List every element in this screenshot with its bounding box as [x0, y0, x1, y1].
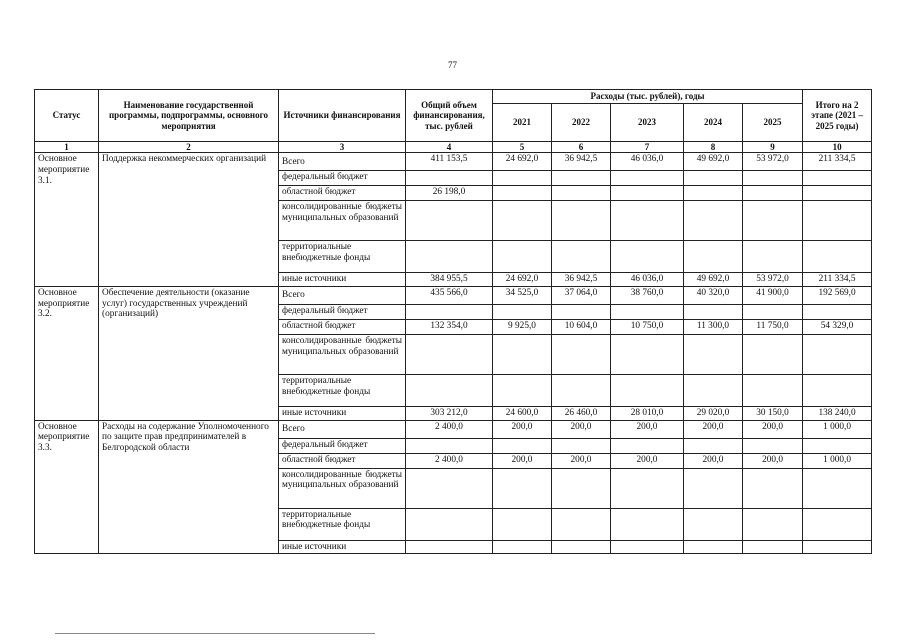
column-number: 7	[611, 142, 684, 153]
value-cell: 24 692,0	[493, 153, 552, 171]
value-cell	[552, 438, 611, 453]
bottom-rule	[55, 633, 375, 634]
value-cell	[803, 305, 872, 320]
value-cell	[406, 201, 493, 241]
value-cell	[743, 540, 803, 554]
funding-source-cell: Всего	[279, 287, 406, 305]
column-number-row	[35, 142, 872, 153]
value-cell: 11 750,0	[743, 320, 803, 335]
value-cell	[743, 438, 803, 453]
value-cell	[743, 335, 803, 375]
value-cell	[684, 375, 743, 407]
value-cell	[552, 186, 611, 201]
value-cell	[684, 241, 743, 273]
value-cell: 303 212,0	[406, 407, 493, 421]
value-cell: 54 329,0	[803, 320, 872, 335]
funding-source-cell: консолидированные бюджеты муниципальных образований	[279, 335, 406, 375]
value-cell: 200,0	[684, 453, 743, 468]
value-cell	[684, 186, 743, 201]
value-cell	[803, 201, 872, 241]
value-cell	[493, 201, 552, 241]
value-cell	[552, 508, 611, 540]
status-cell: Основное мероприятие 3.1.	[35, 153, 99, 287]
value-cell: 200,0	[493, 453, 552, 468]
funding-source-cell: федеральный бюджет	[279, 438, 406, 453]
value-cell	[684, 438, 743, 453]
value-cell: 200,0	[743, 420, 803, 438]
financing-table	[34, 89, 872, 554]
value-cell	[493, 335, 552, 375]
funding-source-cell: Всего	[279, 420, 406, 438]
value-cell: 30 150,0	[743, 407, 803, 421]
value-cell: 36 942,5	[552, 153, 611, 171]
value-cell	[611, 540, 684, 554]
page-number: 77	[448, 60, 457, 70]
header-total: Общий объем финансирования, тыс. рублей	[406, 90, 493, 142]
value-cell: 38 760,0	[611, 287, 684, 305]
status-cell: Основное мероприятие 3.2.	[35, 287, 99, 421]
value-cell	[803, 468, 872, 508]
value-cell: 24 600,0	[493, 407, 552, 421]
header-name: Наименование государственной программы, подпрограммы, основного мероприятия	[99, 90, 279, 142]
value-cell	[684, 305, 743, 320]
value-cell	[493, 375, 552, 407]
table-row	[35, 420, 872, 438]
value-cell	[743, 171, 803, 186]
funding-source-cell: федеральный бюджет	[279, 171, 406, 186]
header-status: Статус	[35, 90, 99, 142]
value-cell	[406, 468, 493, 508]
header-sources: Источники финансирования	[279, 90, 406, 142]
value-cell: 10 750,0	[611, 320, 684, 335]
funding-source-cell: областной бюджет	[279, 320, 406, 335]
funding-source-cell: областной бюджет	[279, 453, 406, 468]
value-cell	[611, 438, 684, 453]
funding-source-cell: консолидированные бюджеты муниципальных образований	[279, 201, 406, 241]
value-cell: 9 925,0	[493, 320, 552, 335]
value-cell: 200,0	[611, 453, 684, 468]
value-cell	[611, 375, 684, 407]
column-number: 4	[406, 142, 493, 153]
value-cell	[684, 171, 743, 186]
value-cell	[552, 305, 611, 320]
value-cell: 49 692,0	[684, 153, 743, 171]
value-cell	[611, 508, 684, 540]
status-cell: Основное мероприятие 3.3.	[35, 420, 99, 554]
value-cell: 1 000,0	[803, 420, 872, 438]
value-cell	[493, 186, 552, 201]
value-cell: 40 320,0	[684, 287, 743, 305]
column-number: 2	[99, 142, 279, 153]
value-cell	[552, 171, 611, 186]
value-cell	[611, 468, 684, 508]
value-cell	[406, 508, 493, 540]
funding-source-cell: федеральный бюджет	[279, 305, 406, 320]
value-cell	[493, 241, 552, 273]
value-cell: 211 334,5	[803, 153, 872, 171]
value-cell	[743, 241, 803, 273]
value-cell	[803, 540, 872, 554]
value-cell	[611, 201, 684, 241]
value-cell	[684, 201, 743, 241]
funding-source-cell: консолидированные бюджеты муниципальных образований	[279, 468, 406, 508]
value-cell	[803, 375, 872, 407]
value-cell: 24 692,0	[493, 273, 552, 287]
value-cell	[803, 438, 872, 453]
value-cell	[743, 375, 803, 407]
value-cell	[743, 508, 803, 540]
value-cell	[493, 508, 552, 540]
value-cell	[493, 540, 552, 554]
value-cell	[406, 375, 493, 407]
value-cell: 200,0	[552, 453, 611, 468]
value-cell	[611, 241, 684, 273]
value-cell: 34 525,0	[493, 287, 552, 305]
value-cell: 200,0	[743, 453, 803, 468]
value-cell: 28 010,0	[611, 407, 684, 421]
value-cell: 46 036,0	[611, 273, 684, 287]
value-cell	[743, 305, 803, 320]
header-stage-total: Итого на 2 этапе (2021 – 2025 годы)	[803, 90, 872, 142]
header-expenses: Расходы (тыс. рублей), годы	[493, 90, 803, 104]
funding-source-cell: территориальные внебюджетные фонды	[279, 375, 406, 407]
value-cell	[406, 335, 493, 375]
funding-source-cell: территориальные внебюджетные фонды	[279, 241, 406, 273]
header-year: 2024	[684, 104, 743, 142]
value-cell	[552, 201, 611, 241]
program-name-cell: Поддержка некоммерческих организаций	[99, 153, 279, 287]
value-cell: 200,0	[684, 420, 743, 438]
value-cell: 53 972,0	[743, 273, 803, 287]
funding-source-cell: иные источники	[279, 407, 406, 421]
value-cell	[684, 540, 743, 554]
value-cell: 132 354,0	[406, 320, 493, 335]
value-cell	[743, 186, 803, 201]
column-number: 5	[493, 142, 552, 153]
value-cell: 200,0	[493, 420, 552, 438]
value-cell	[684, 508, 743, 540]
value-cell	[743, 468, 803, 508]
value-cell: 138 240,0	[803, 407, 872, 421]
value-cell: 11 300,0	[684, 320, 743, 335]
value-cell	[803, 171, 872, 186]
value-cell	[684, 468, 743, 508]
header-year: 2025	[743, 104, 803, 142]
column-number: 1	[35, 142, 99, 153]
value-cell: 384 955,5	[406, 273, 493, 287]
column-number: 10	[803, 142, 872, 153]
value-cell: 26 198,0	[406, 186, 493, 201]
funding-source-cell: Всего	[279, 153, 406, 171]
value-cell	[552, 540, 611, 554]
value-cell	[406, 305, 493, 320]
value-cell: 411 153,5	[406, 153, 493, 171]
value-cell: 36 942,5	[552, 273, 611, 287]
value-cell: 1 000,0	[803, 453, 872, 468]
table-row	[35, 287, 872, 305]
funding-source-cell: территориальные внебюджетные фонды	[279, 508, 406, 540]
value-cell	[743, 201, 803, 241]
value-cell: 46 036,0	[611, 153, 684, 171]
header-year: 2023	[611, 104, 684, 142]
value-cell: 10 604,0	[552, 320, 611, 335]
funding-source-cell: иные источники	[279, 540, 406, 554]
value-cell: 2 400,0	[406, 420, 493, 438]
funding-source-cell: иные источники	[279, 273, 406, 287]
value-cell: 200,0	[611, 420, 684, 438]
program-name-cell: Расходы на содержание Уполномоченного по защите прав предпринимателей в Белгородской области	[99, 420, 279, 554]
value-cell	[552, 375, 611, 407]
value-cell	[493, 468, 552, 508]
value-cell	[803, 186, 872, 201]
value-cell: 200,0	[552, 420, 611, 438]
value-cell	[611, 335, 684, 375]
value-cell	[493, 171, 552, 186]
value-cell	[611, 186, 684, 201]
header-year: 2022	[552, 104, 611, 142]
value-cell: 26 460,0	[552, 407, 611, 421]
value-cell: 29 020,0	[684, 407, 743, 421]
funding-source-cell: областной бюджет	[279, 186, 406, 201]
value-cell: 435 566,0	[406, 287, 493, 305]
column-number: 3	[279, 142, 406, 153]
value-cell: 41 900,0	[743, 287, 803, 305]
value-cell	[552, 335, 611, 375]
table-row	[35, 153, 872, 171]
value-cell: 53 972,0	[743, 153, 803, 171]
value-cell	[493, 438, 552, 453]
value-cell	[406, 438, 493, 453]
header-year: 2021	[493, 104, 552, 142]
value-cell: 211 334,5	[803, 273, 872, 287]
value-cell	[406, 241, 493, 273]
value-cell	[803, 241, 872, 273]
value-cell: 192 569,0	[803, 287, 872, 305]
value-cell	[406, 540, 493, 554]
column-number: 9	[743, 142, 803, 153]
value-cell: 2 400,0	[406, 453, 493, 468]
program-name-cell: Обеспечение деятельности (оказание услуг) государственных учреждений (организаций)	[99, 287, 279, 421]
column-number: 6	[552, 142, 611, 153]
value-cell	[611, 305, 684, 320]
value-cell	[611, 171, 684, 186]
value-cell	[406, 171, 493, 186]
value-cell: 37 064,0	[552, 287, 611, 305]
column-number: 8	[684, 142, 743, 153]
value-cell	[552, 468, 611, 508]
value-cell	[803, 508, 872, 540]
value-cell	[493, 305, 552, 320]
value-cell: 49 692,0	[684, 273, 743, 287]
value-cell	[803, 335, 872, 375]
table-body	[35, 153, 872, 554]
value-cell	[552, 241, 611, 273]
value-cell	[684, 335, 743, 375]
